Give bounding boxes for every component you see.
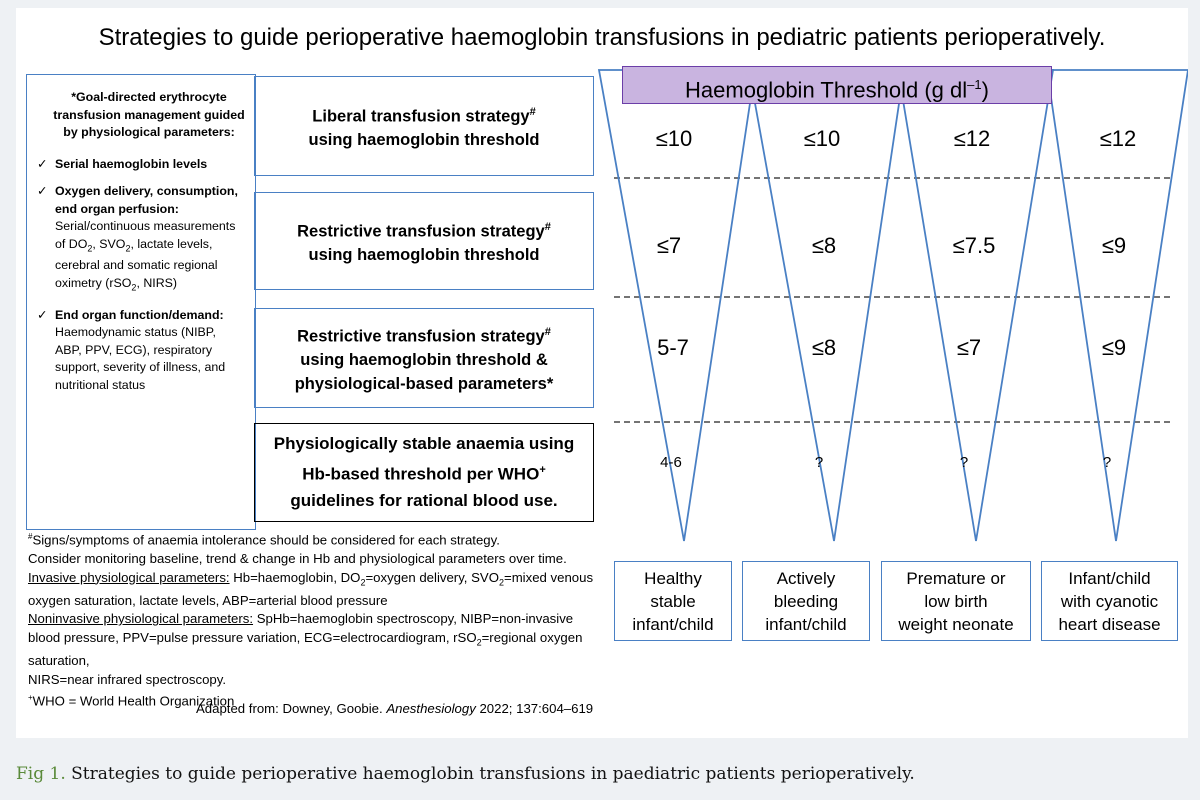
value-r1-cyanotic: ≤12 xyxy=(1099,126,1137,151)
citation: Adapted from: Downey, Goobie. Anesthesiology 2022; 137:604–619 xyxy=(196,701,594,716)
value-r3-cyanotic: ≤9 xyxy=(1101,335,1127,360)
check-icon: ✓ xyxy=(37,156,48,171)
population-bleeding: Actively bleeding infant/child xyxy=(742,561,870,641)
value-r2-premature: ≤7.5 xyxy=(952,233,996,258)
threshold-header: Haemoglobin Threshold (g $dl^{-1}$) xyxy=(622,66,1052,104)
value-r4-premature: ? xyxy=(959,454,969,471)
footnotes: #Signs/symptoms of anaemia intolerance should be considered for each strategy. Consider monitoring baseline, trend & change in Hb and physiological parameters over time. Invasive physiological parameters: Hb=haemoglobin, $DO_2=oxygen$ delivery, $SVO_2=mixed$ venous oxygen saturation, lactate levels, ABP=arterial blood pressure Noninvasive physiological parameters: SpHb=haemoglobin spectroscopy, NIBP=non-invasive blood pressure, PPV=pulse pressure variation, ECG=electrocardiogram, rSO$_2$=regional oxygen saturation, NIRS=near infrared spectroscopy. +WHO = World Health Organization xyxy=(28,532,594,709)
goal-item-end-organ: ✓ End organ function/demand: Haemodynamic status (NIBP, ABP, PPV, ECG), respiratory support, severity of illness, and nutritional status xyxy=(37,307,226,392)
value-r2-cyanotic: ≤9 xyxy=(1101,233,1127,258)
value-r1-premature: ≤12 xyxy=(953,126,991,151)
value-r3-healthy: 5-7 xyxy=(657,335,689,360)
strategy-restrictive: Restrictive transfusion strategy# using haemoglobin threshold xyxy=(254,192,594,290)
value-r4-bleeding: ? xyxy=(814,454,824,471)
value-r2-bleeding: ≤8 xyxy=(811,233,837,258)
strategy-stable-anaemia: Physiologically stable anaemia using Hb-based threshold per WHO+ guidelines for rational blood use. xyxy=(254,423,594,522)
value-r1-healthy: ≤10 xyxy=(655,126,693,151)
goal-directed-box xyxy=(26,74,256,530)
strategy-liberal: Liberal transfusion strategy# using haemoglobin threshold xyxy=(254,76,594,176)
value-r1-bleeding: ≤10 xyxy=(803,126,841,151)
goal-heading: *Goal-directed erythrocyte transfusion management guided by physiological parameters: xyxy=(53,90,245,139)
check-icon: ✓ xyxy=(37,184,48,198)
figure-label: Fig 1. xyxy=(16,764,66,784)
value-r4-healthy: 4-6 xyxy=(660,454,682,471)
check-icon: ✓ xyxy=(37,307,48,322)
value-r3-premature: ≤7 xyxy=(956,335,982,360)
goal-item-haemoglobin: ✓ Serial haemoglobin levels xyxy=(37,156,245,174)
population-healthy: Healthy stable infant/child xyxy=(614,561,732,641)
value-r3-bleeding: ≤8 xyxy=(811,335,837,360)
population-cyanotic: Infant/child with cyanotic heart disease xyxy=(1041,561,1178,641)
figure-title: Strategies to guide perioperative haemoglobin transfusions in pediatric patients perioperatively. xyxy=(98,24,1106,51)
value-r4-cyanotic: ? xyxy=(1102,454,1112,471)
goal-item-oxygen: ✓ Oxygen delivery, consumption, end organ perfusion: Serial/continuous measurements of $DO_2$, $SVO_2$, lactate levels, cerebral and somatic regional oximetry (rSO$_2$, NIRS) xyxy=(37,184,238,293)
figure-caption: Fig 1. Strategies to guide perioperative haemoglobin transfusions in paediatric patients perioperatively. xyxy=(16,764,915,784)
strategy-restrictive-physiological: Restrictive transfusion strategy# using haemoglobin threshold & physiological-based parameters* xyxy=(254,308,594,408)
value-r2-healthy: ≤7 xyxy=(656,233,682,258)
figure-panel xyxy=(16,8,1188,738)
population-premature: Premature or low birth weight neonate xyxy=(881,561,1031,641)
